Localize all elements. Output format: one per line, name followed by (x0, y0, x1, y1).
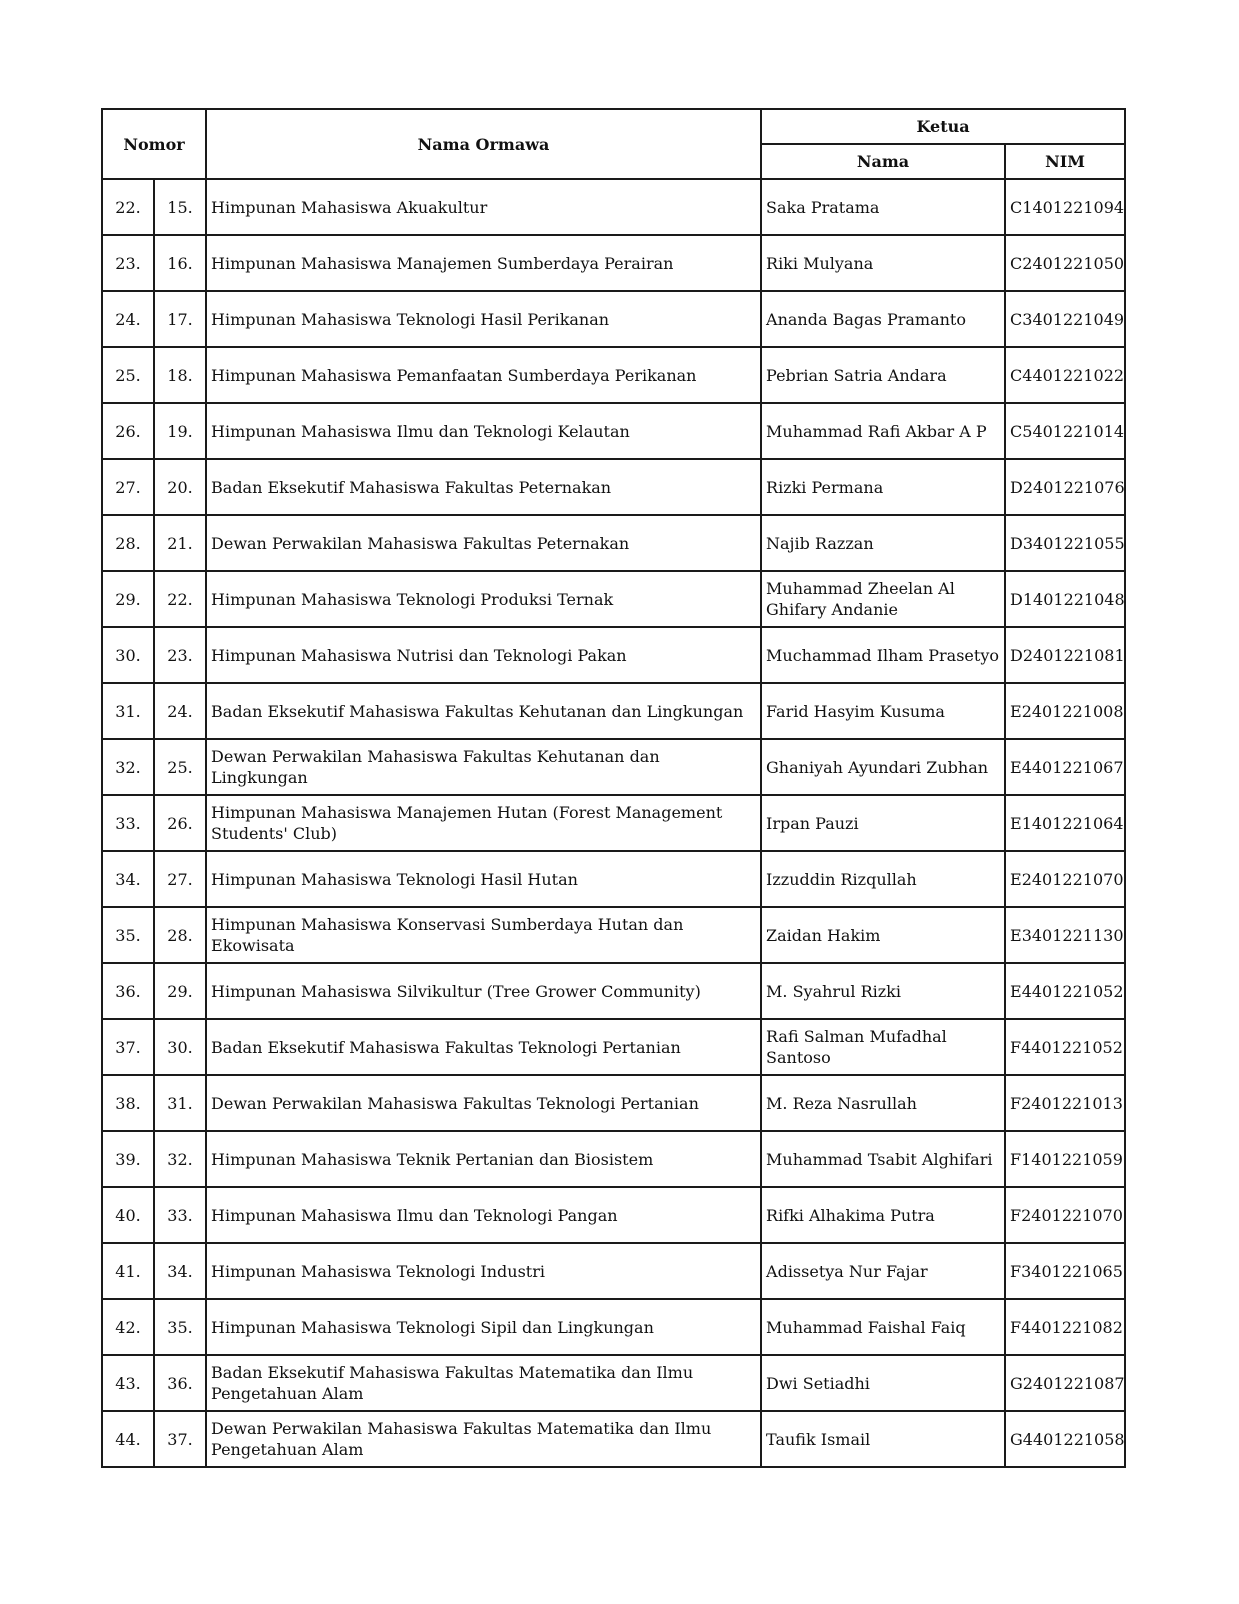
row-number: 28. (102, 515, 154, 571)
ketua-name: Rifki Alhakima Putra (761, 1187, 1005, 1243)
ketua-name: Muchammad Ilham Prasetyo (761, 627, 1005, 683)
ormawa-name: Dewan Perwakilan Mahasiswa Fakultas Teknologi Pertanian (206, 1075, 761, 1131)
table-row (102, 1411, 1125, 1467)
table-row (102, 515, 1125, 571)
ketua-nim: C5401221014 (1005, 403, 1125, 459)
ketua-name: Muhammad Zheelan Al Ghifary Andanie (761, 571, 1005, 627)
ketua-name: Riki Mulyana (761, 235, 1005, 291)
row-sub-number: 19. (154, 403, 206, 459)
row-number: 23. (102, 235, 154, 291)
row-number: 27. (102, 459, 154, 515)
row-number: 38. (102, 1075, 154, 1131)
row-sub-number: 31. (154, 1075, 206, 1131)
table-row (102, 179, 1125, 235)
ketua-name: Zaidan Hakim (761, 907, 1005, 963)
ketua-nim: F2401221013 (1005, 1075, 1125, 1131)
ketua-nim: G2401221087 (1005, 1355, 1125, 1411)
ketua-name: Rafi Salman Mufadhal Santoso (761, 1019, 1005, 1075)
ormawa-name: Himpunan Mahasiswa Konservasi Sumberdaya Hutan dan Ekowisata (206, 907, 761, 963)
ormawa-name: Badan Eksekutif Mahasiswa Fakultas Teknologi Pertanian (206, 1019, 761, 1075)
ormawa-name: Himpunan Mahasiswa Manajemen Sumberdaya Perairan (206, 235, 761, 291)
row-number: 22. (102, 179, 154, 235)
ormawa-name: Himpunan Mahasiswa Silvikultur (Tree Grower Community) (206, 963, 761, 1019)
ormawa-name: Badan Eksekutif Mahasiswa Fakultas Peternakan (206, 459, 761, 515)
row-number: 35. (102, 907, 154, 963)
row-number: 42. (102, 1299, 154, 1355)
ormawa-name: Himpunan Mahasiswa Teknologi Hasil Perikanan (206, 291, 761, 347)
ketua-name: Taufik Ismail (761, 1411, 1005, 1467)
table-row (102, 683, 1125, 739)
ketua-name: Rizki Permana (761, 459, 1005, 515)
table-row (102, 851, 1125, 907)
ketua-nim: C2401221050 (1005, 235, 1125, 291)
row-number: 36. (102, 963, 154, 1019)
table-row (102, 403, 1125, 459)
header-nomor: Nomor (102, 109, 206, 179)
ketua-nim: F2401221070 (1005, 1187, 1125, 1243)
ketua-name: Najib Razzan (761, 515, 1005, 571)
header-ketua: Ketua (761, 109, 1125, 144)
ketua-nim: F4401221082 (1005, 1299, 1125, 1355)
row-sub-number: 18. (154, 347, 206, 403)
table-row (102, 1355, 1125, 1411)
ormawa-name: Himpunan Mahasiswa Teknologi Sipil dan Lingkungan (206, 1299, 761, 1355)
table-row (102, 1243, 1125, 1299)
row-sub-number: 20. (154, 459, 206, 515)
table-row (102, 571, 1125, 627)
ormawa-table (101, 108, 1126, 1468)
row-sub-number: 22. (154, 571, 206, 627)
row-sub-number: 27. (154, 851, 206, 907)
row-sub-number: 23. (154, 627, 206, 683)
table-row (102, 291, 1125, 347)
row-number: 29. (102, 571, 154, 627)
ormawa-name: Himpunan Mahasiswa Teknologi Produksi Ternak (206, 571, 761, 627)
row-number: 40. (102, 1187, 154, 1243)
ketua-name: Muhammad Rafi Akbar A P (761, 403, 1005, 459)
ketua-name: Saka Pratama (761, 179, 1005, 235)
table-row (102, 459, 1125, 515)
row-number: 33. (102, 795, 154, 851)
ketua-name: Adissetya Nur Fajar (761, 1243, 1005, 1299)
ketua-nim: E2401221008 (1005, 683, 1125, 739)
ormawa-name: Himpunan Mahasiswa Ilmu dan Teknologi Pangan (206, 1187, 761, 1243)
ketua-nim: E2401221070 (1005, 851, 1125, 907)
ormawa-name: Himpunan Mahasiswa Teknologi Industri (206, 1243, 761, 1299)
ketua-nim: F4401221052 (1005, 1019, 1125, 1075)
ketua-nim: F3401221065 (1005, 1243, 1125, 1299)
ketua-name: Irpan Pauzi (761, 795, 1005, 851)
row-sub-number: 21. (154, 515, 206, 571)
row-number: 43. (102, 1355, 154, 1411)
ketua-name: Muhammad Tsabit Alghifari (761, 1131, 1005, 1187)
row-number: 26. (102, 403, 154, 459)
table-row (102, 1019, 1125, 1075)
row-sub-number: 32. (154, 1131, 206, 1187)
ormawa-name: Himpunan Mahasiswa Manajemen Hutan (Forest Management Students' Club) (206, 795, 761, 851)
row-sub-number: 24. (154, 683, 206, 739)
table-row (102, 1075, 1125, 1131)
row-sub-number: 34. (154, 1243, 206, 1299)
row-number: 44. (102, 1411, 154, 1467)
ketua-name: M. Syahrul Rizki (761, 963, 1005, 1019)
ketua-nim: E4401221067 (1005, 739, 1125, 795)
row-number: 32. (102, 739, 154, 795)
ketua-name: Ananda Bagas Pramanto (761, 291, 1005, 347)
header-nama: Nama (761, 144, 1005, 179)
ormawa-name: Himpunan Mahasiswa Nutrisi dan Teknologi Pakan (206, 627, 761, 683)
table-row (102, 1299, 1125, 1355)
ketua-nim: C4401221022 (1005, 347, 1125, 403)
table-row (102, 627, 1125, 683)
row-sub-number: 17. (154, 291, 206, 347)
ormawa-name: Himpunan Mahasiswa Ilmu dan Teknologi Kelautan (206, 403, 761, 459)
ormawa-name: Dewan Perwakilan Mahasiswa Fakultas Matematika dan Ilmu Pengetahuan Alam (206, 1411, 761, 1467)
row-sub-number: 35. (154, 1299, 206, 1355)
ketua-nim: E3401221130 (1005, 907, 1125, 963)
ketua-nim: E4401221052 (1005, 963, 1125, 1019)
ketua-nim: F1401221059 (1005, 1131, 1125, 1187)
row-number: 34. (102, 851, 154, 907)
table-row (102, 963, 1125, 1019)
table-row (102, 347, 1125, 403)
table-row (102, 1131, 1125, 1187)
table-row (102, 907, 1125, 963)
header-nama-ormawa: Nama Ormawa (206, 109, 761, 179)
row-sub-number: 16. (154, 235, 206, 291)
row-number: 30. (102, 627, 154, 683)
ketua-nim: C1401221094 (1005, 179, 1125, 235)
table-row (102, 795, 1125, 851)
ketua-name: Ghaniyah Ayundari Zubhan (761, 739, 1005, 795)
ketua-name: Farid Hasyim Kusuma (761, 683, 1005, 739)
ormawa-name: Dewan Perwakilan Mahasiswa Fakultas Peternakan (206, 515, 761, 571)
table-row (102, 235, 1125, 291)
ormawa-name: Dewan Perwakilan Mahasiswa Fakultas Kehutanan dan Lingkungan (206, 739, 761, 795)
row-sub-number: 26. (154, 795, 206, 851)
ketua-nim: D3401221055 (1005, 515, 1125, 571)
ormawa-name: Himpunan Mahasiswa Teknik Pertanian dan Biosistem (206, 1131, 761, 1187)
ketua-nim: G4401221058 (1005, 1411, 1125, 1467)
ormawa-name: Himpunan Mahasiswa Pemanfaatan Sumberdaya Perikanan (206, 347, 761, 403)
ketua-name: Pebrian Satria Andara (761, 347, 1005, 403)
row-number: 37. (102, 1019, 154, 1075)
table-row (102, 1187, 1125, 1243)
row-sub-number: 15. (154, 179, 206, 235)
row-sub-number: 28. (154, 907, 206, 963)
table-row (102, 739, 1125, 795)
ketua-nim: D1401221048 (1005, 571, 1125, 627)
ormawa-name: Badan Eksekutif Mahasiswa Fakultas Matematika dan Ilmu Pengetahuan Alam (206, 1355, 761, 1411)
row-number: 25. (102, 347, 154, 403)
row-number: 39. (102, 1131, 154, 1187)
ketua-name: M. Reza Nasrullah (761, 1075, 1005, 1131)
row-number: 31. (102, 683, 154, 739)
row-sub-number: 30. (154, 1019, 206, 1075)
ketua-nim: C3401221049 (1005, 291, 1125, 347)
ormawa-name: Himpunan Mahasiswa Akuakultur (206, 179, 761, 235)
ketua-name: Muhammad Faishal Faiq (761, 1299, 1005, 1355)
ketua-name: Izzuddin Rizqullah (761, 851, 1005, 907)
row-number: 41. (102, 1243, 154, 1299)
table-body (102, 179, 1125, 1467)
row-sub-number: 33. (154, 1187, 206, 1243)
row-sub-number: 37. (154, 1411, 206, 1467)
ormawa-name: Badan Eksekutif Mahasiswa Fakultas Kehutanan dan Lingkungan (206, 683, 761, 739)
ketua-name: Dwi Setiadhi (761, 1355, 1005, 1411)
row-sub-number: 36. (154, 1355, 206, 1411)
ketua-nim: D2401221081 (1005, 627, 1125, 683)
ketua-nim: D2401221076 (1005, 459, 1125, 515)
header-nim: NIM (1005, 144, 1125, 179)
row-sub-number: 25. (154, 739, 206, 795)
row-number: 24. (102, 291, 154, 347)
ormawa-name: Himpunan Mahasiswa Teknologi Hasil Hutan (206, 851, 761, 907)
ketua-nim: E1401221064 (1005, 795, 1125, 851)
row-sub-number: 29. (154, 963, 206, 1019)
